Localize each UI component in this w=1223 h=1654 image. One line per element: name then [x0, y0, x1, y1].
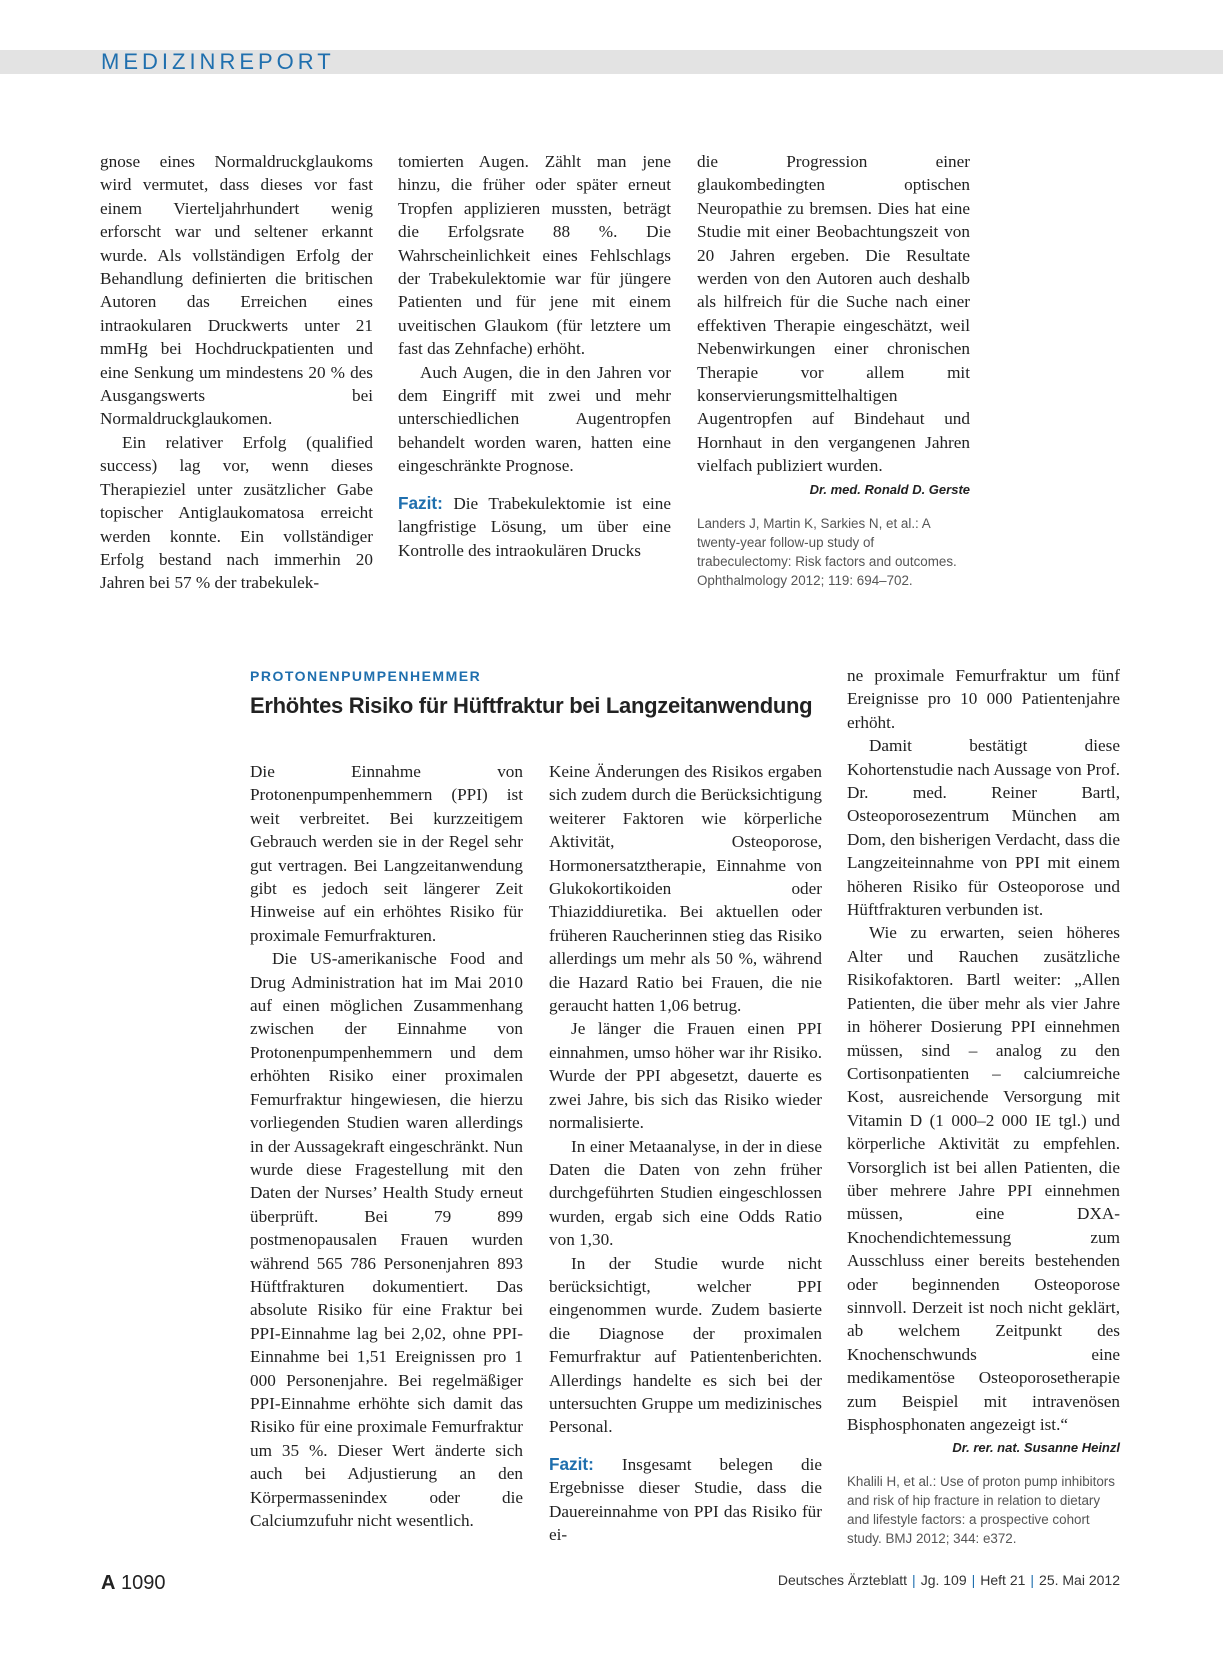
journal-name: Deutsches Ärzteblatt: [777, 1572, 908, 1588]
page-number-value: 1090: [121, 1572, 166, 1594]
article2-column-1: [250, 760, 523, 1532]
fazit-paragraph: [549, 1453, 822, 1547]
article2-column-3: [847, 664, 1120, 1548]
article2-column-2: [549, 760, 822, 1546]
paragraph: Damit bestätigt diese Kohortenstudie nach Aussage von Prof. Dr. med. Reiner Bartl, Osteoporosezentrum München am Dom, den bisherigen Verdacht, dass die Langzeiteinnahme von PPI mit einem höheren Risiko für Osteoporose und Hüftfrakturen verbunden ist.: [847, 736, 1120, 920]
author: Dr. med. Ronald D. Gerste: [809, 481, 970, 497]
paragraph: tomierten Augen. Zählt man jene hinzu, die früher oder später erneut Tropfen applizieren mussten, beträgt die Erfolgsrate 88 %. Die Wahrscheinlichkeit eines Fehlschlags der Trabekulektomie war für jüngere Patienten und für jene mit einem uveitischen Glaukom (für letztere um fast das Zehnfache) erhöht.: [398, 152, 671, 359]
paragraph: In der Studie wurde nicht berücksichtigt, welcher PPI eingenommen wurde. Zudem basierte die Diagnose der proximalen Femurfraktur auf Patientenberichten. Allerdings handelte es sich bei der untersuchten Gruppe um medizinisches Personal.: [549, 1253, 822, 1437]
paragraph: Keine Änderungen des Risikos ergaben sich zudem durch die Berücksichtigung weiterer Faktoren wie körperliche Aktivität, Osteoporose, Hormonersatztherapie, Einnahme von Glukokortikoiden oder Thiaziddiuretika. Bei aktuellen oder früheren Raucherinnen stieg das Risiko allerdings um mehr als 50 %, während die Hazard Ratio bei Frauen, die nie geraucht hatten 1,06 betrug.: [549, 762, 822, 1016]
article-headline: Erhöhtes Risiko für Hüftfraktur bei Langzeitanwendung: [250, 693, 813, 718]
fazit-text: Die Trabekulektomie ist eine langfristige Lösung, um über eine Kontrolle des intraokulären Drucks: [398, 493, 671, 560]
fazit-label: Fazit:: [398, 492, 443, 513]
paragraph: Wie zu erwarten, seien höheres Alter und Rauchen zusätzliche Risikofaktoren. Bartl weiter: „Allen Patienten, die über mehr als vier Jahre in höherer Dosierung PPI einnehmen müssen, sind – analog zu den Cortisonpatienten – calciumreiche Kost, ausreichende Versorgung mit Vitamin D (1 000–2 000 IE tgl.) und körperliche Aktivität zu empfehlen. Vorsorglich ist bei allen Patienten, die über mehrere Jahre PPI einnehmen müssen, eine DXA-Knochendichtemessung zum Ausschluss einer bereits bestehenden oder beginnenden Osteoporose sinnvoll. Derzeit ist noch nicht geklärt, ab welchem Zeitpunkt des Knochenschwunds eine medikamentöse Osteoporosetherapie zum Beispiel mit intravenösen Bisphosphonaten angezeigt ist.“: [847, 923, 1120, 1434]
paragraph: Ein relativer Erfolg (qualified success) lag vor, wenn dieses Therapieziel unter zusätzlicher Gabe topischer Antiglaukomatosa erreicht werden konnte. Ein vollständiger Erfolg bestand nach immerhin 20 Jahren bei 57 % der trabekulek-: [100, 432, 373, 593]
article1-column-3: [697, 150, 970, 590]
paragraph: ne proximale Femurfraktur um fünf Ereignisse pro 10 000 Patientenjahre erhöht.: [847, 666, 1120, 732]
paragraph: Je länger die Frauen einen PPI einnahmen, umso höher war ihr Risiko. Wurde der PPI abgesetzt, dauerte es zwei Jahre, bis sich das Risiko wieder normalisierte.: [549, 1019, 822, 1133]
paragraph: Auch Augen, die in den Jahren vor dem Eingriff mit zwei und mehr unterschiedlichen Augentropfen behandelt worden waren, hatten eine eingeschränkte Prognose.: [398, 362, 671, 476]
journal-volume: Jg. 109: [920, 1572, 967, 1588]
paragraph: Die US-amerikanische Food and Drug Administration hat im Mai 2010 auf einen möglichen Zusammenhang zwischen der Einnahme von Protonenpumpenhemmern und dem erhöhten Risiko einer proximalen Femurfraktur hingewiesen, die hierzu vorliegenden Studien waren allerdings in der Aussagekraft eingeschränkt. Nun wurde diese Fragestellung mit den Daten der Nurses’ Health Study erneut überprüft. Bei 79 899 postmenopausalen Frauen wurden während 565 786 Personenjahren 893 Hüftfrakturen dokumentiert. Das absolute Risiko für eine Fraktur bei PPI-Einnahme lag bei 2,02, ohne PPI-Einnahme bei 1,51 Ereignissen pro 1 000 Personenjahre. Bei regelmäßiger PPI-Einnahme erhöhte sich damit das Risiko für eine proximale Femurfraktur um 35 %. Dieser Wert änderte sich auch bei Adjustierung an den Körpermassenindex oder die Calciumzufuhr nicht wesentlich.: [250, 949, 523, 1530]
fazit-paragraph: [398, 492, 671, 562]
paragraph: die Progression einer glaukombedingten optischen Neuropathie zu bremsen. Dies hat eine Studie mit einer Beobachtungszeit von 20 Jahren ergeben. Die Resultate werden von den Autoren auch deshalb als hilfreich für die Suche nach einer effektiven Therapie eingeschätzt, weil Nebenwirkungen einer chronischen Therapie vor allem mit konservierungsmittelhaltigen Augentropfen auf Bindehaut und Hornhaut in den vergangenen Jahren vielfach publiziert wurden.: [697, 152, 970, 476]
paragraph: In einer Metaanalyse, in der in diese Daten die Daten von zehn früher durchgeführten Studien eingeschlossen wurden, ergab sich eine Odds Ratio von 1,30.: [549, 1136, 822, 1250]
separator: |: [912, 1572, 916, 1588]
page-prefix: A: [101, 1572, 116, 1594]
separator: |: [971, 1572, 976, 1588]
fazit-label: Fazit:: [549, 1453, 594, 1474]
separator: |: [1030, 1572, 1035, 1588]
journal-issue: Heft 21: [980, 1572, 1026, 1588]
page-number: [101, 1572, 166, 1595]
author: Dr. rer. nat. Susanne Heinzl: [952, 1440, 1120, 1456]
article1-column-2: [398, 150, 671, 562]
reference: Landers J, Martin K, Sarkies N, et al.: A twenty-year follow-up study of trabeculectomy: Risk factors and outcomes. Ophthalmology 2012; 119: 694–702.: [697, 515, 957, 588]
section-label: MEDIZINREPORT: [101, 49, 335, 74]
article1-column-1: [100, 150, 373, 595]
article-kicker: PROTONENPUMPENHEMMER: [250, 668, 482, 684]
journal-info: [778, 1572, 1120, 1588]
paragraph: Die Einnahme von Protonenpumpenhemmern (PPI) ist weit verbreitet. Bei kurzzeitigem Gebrauch werden sie in der Regel sehr gut vertragen. Bei Langzeitanwendung gibt es jedoch seit längerer Zeit Hinweise auf ein erhöhtes Risiko für proximale Femurfrakturen.: [250, 762, 523, 945]
reference: Khalili H, et al.: Use of proton pump inhibitors and risk of hip fracture in relation to dietary and lifestyle factors: a prospective cohort study. BMJ 2012; 344: e372.: [847, 1474, 1115, 1547]
journal-date: 25. Mai 2012: [1039, 1572, 1120, 1588]
paragraph: gnose eines Normaldruckglaukoms wird vermutet, dass dieses vor fast einem Vierteljahrhundert wenig erforscht war und seltener erkannt wurde. Als vollständigen Erfolg der Behandlung definierten die britischen Autoren das Erreichen eines intraokularen Druckwerts unter 21 mmHg bei Hochdruckpatienten und eine Senkung um mindestens 20 % des Ausgangswerts bei Normaldruckglaukomen.: [100, 152, 373, 429]
fazit-text: Insgesamt belegen die Ergebnisse dieser Studie, dass die Dauereinnahme von PPI das Risiko für ei-: [549, 1454, 822, 1544]
